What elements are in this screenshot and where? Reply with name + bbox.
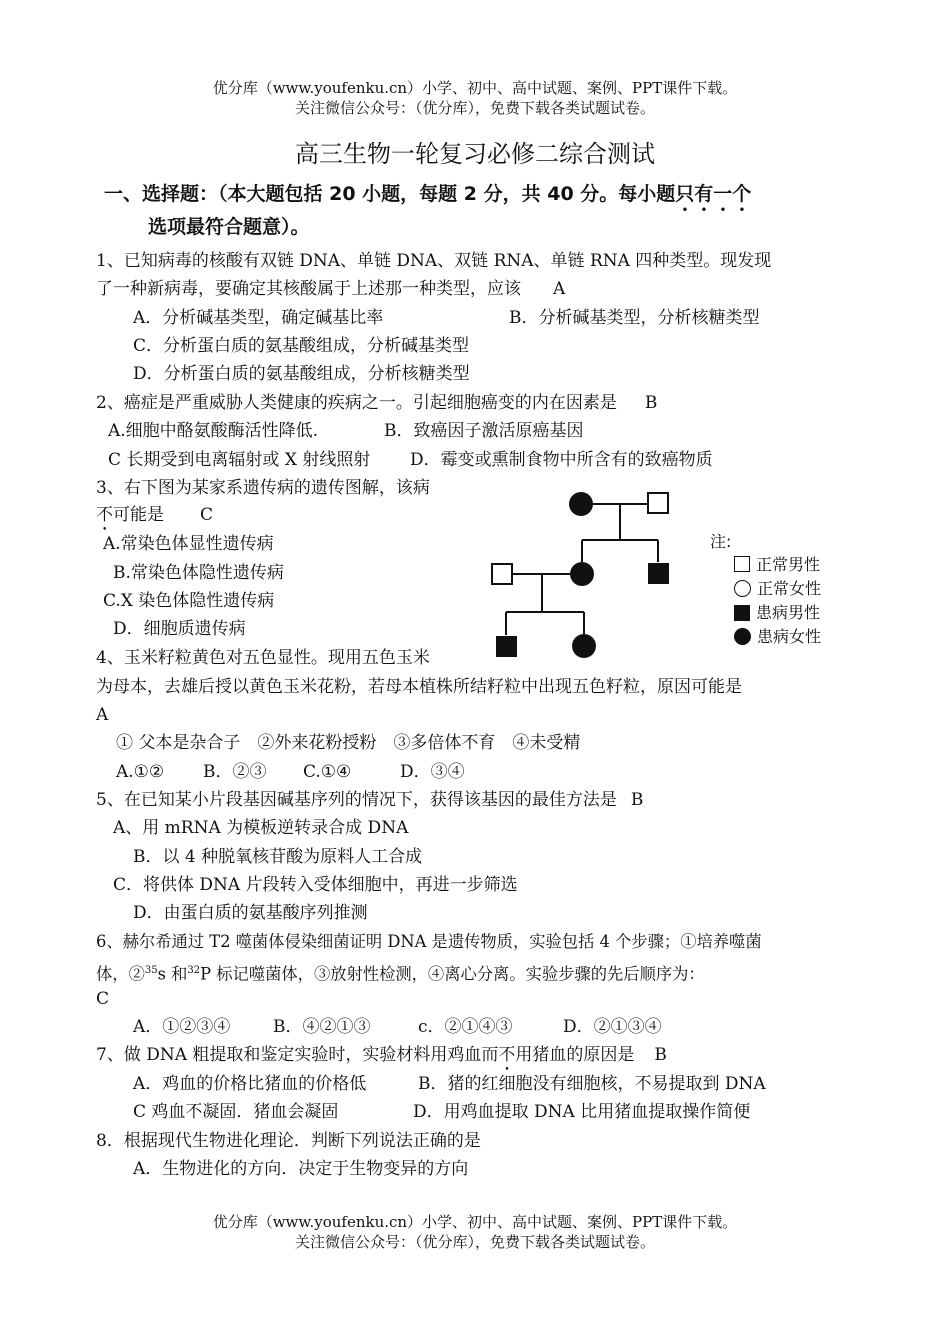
q6-stem-line-1: 6、赫尔希通过 T2 噬菌体侵染细菌证明 DNA 是遗传物质，实验包括 4 个步骤；①培养噬菌 <box>96 932 762 951</box>
q6-stem-text: 体，② <box>96 964 145 984</box>
pedigree-normal-male <box>492 564 512 584</box>
q1-stem-line-1: 1、已知病毒的核酸有双链 DNA、单链 DNA、双链 RNA、单链 RNA 四种类型。现发现 <box>96 251 772 271</box>
q6-option-b: B．④②①③ <box>273 1017 371 1037</box>
q1-answer: A <box>553 279 566 299</box>
circle-outline-icon <box>734 580 751 597</box>
q4-stem-line-1: 4、玉米籽粒黄色对五色显性。现用五色玉米 <box>96 648 430 668</box>
q1-stem-line-2 <box>96 278 565 300</box>
pedigree-affected-female <box>569 492 593 516</box>
q7-option-c: C 鸡血不凝固．猪血会凝固 <box>133 1102 339 1122</box>
legend-title: 注: <box>710 532 732 551</box>
q7-option-b: B．猪的红细胞没有细胞核，不易提取到 DNA <box>418 1074 766 1094</box>
page-title: 高三生物一轮复习必修二综合测试 <box>295 140 655 168</box>
circle-filled-icon <box>734 628 751 645</box>
q3-answer: C <box>200 505 214 525</box>
q1-option-b: B．分析碱基类型，分析核糖类型 <box>509 308 760 328</box>
footer-line-1: 优分库（www.youfenku.cn）小学、初中、高中试题、案例、PPT课件下载。 <box>212 1213 738 1231</box>
legend-normal-female <box>734 577 821 601</box>
q4-items: ① 父本是杂合子 ②外来花粉授粉 ③多倍体不育 ④未受精 <box>116 733 581 753</box>
legend-normal-female-label: 正常女性 <box>757 579 822 598</box>
q2-stem-text: 2、癌症是严重威胁人类健康的疾病之一。引起细胞癌变的内在因素是 <box>96 393 617 413</box>
pedigree-affected-female <box>572 634 596 658</box>
pedigree-affected-female <box>570 562 594 586</box>
q7-option-d: D．用鸡血提取 DNA 比用猪血提取操作简便 <box>413 1102 751 1122</box>
q3-stem-line-2 <box>96 504 213 535</box>
q3-option-d: D．细胞质遗传病 <box>113 619 246 639</box>
q3-option-c: C.X 染色体隐性遗传病 <box>103 591 275 611</box>
q2-stem <box>96 392 657 414</box>
emphasis-text: 不 <box>96 505 113 525</box>
legend-affected-female-label: 患病女性 <box>757 627 822 646</box>
header-line-1: 优分库（www.youfenku.cn）小学、初中、高中试题、案例、PPT课件下载。 <box>212 79 738 97</box>
q7-stem-text: 7、做 DNA 粗提取和鉴定实验时，实验材料用鸡血而 <box>96 1045 499 1065</box>
q6-option-c: c．②①④③ <box>418 1017 513 1037</box>
q5-option-d: D．由蛋白质的氨基酸序列推测 <box>133 903 368 923</box>
q7-stem-text: 用猪血的原因是 <box>515 1045 635 1065</box>
legend-normal-male <box>734 553 820 577</box>
q4-stem-line-2: 为母本，去雄后授以黄色玉米花粉，若母本植株所结籽粒中出现五色籽粒，原因可能是 <box>96 677 742 697</box>
legend-affected-female <box>734 625 821 649</box>
emphasis-text: 不 <box>498 1045 516 1065</box>
section-heading-line-2: 选项最符合题意）。 <box>148 216 310 238</box>
q1-option-c: C．分析蛋白质的氨基酸组成，分析碱基类型 <box>133 336 470 356</box>
q8-stem: 8．根据现代生物进化理论．判断下列说法正确的是 <box>96 1131 481 1151</box>
q5-option-c: C．将供体 DNA 片段转入受体细胞中，再进一步筛选 <box>113 875 518 895</box>
q1-option-d: D．分析蛋白质的氨基酸组成，分析核糖类型 <box>133 364 470 384</box>
q2-option-a: A.细胞中酪氨酸酶活性降低. <box>108 421 319 441</box>
q5-answer: B <box>630 790 644 810</box>
q5-stem-text: 5、在已知某小片段基因碱基序列的情况下，获得该基因的最佳方法是 <box>96 790 617 810</box>
q5-option-a: A、用 mRNA 为模板逆转录合成 DNA <box>113 818 409 838</box>
q2-option-c: C 长期受到电离辐射或 X 射线照射 <box>108 450 371 470</box>
q4-answer: A <box>96 705 109 725</box>
q7-option-a: A．鸡血的价格比猪血的价格低 <box>133 1074 367 1094</box>
legend-affected-male <box>734 601 820 625</box>
pedigree-normal-male <box>648 493 668 513</box>
q2-option-b: B．致癌因子激活原癌基因 <box>384 421 584 441</box>
footer-line-2: 关注微信公众号：（优分库），免费下载各类试题试卷。 <box>294 1233 655 1251</box>
q7-stem <box>96 1044 667 1075</box>
q8-option-a: A．生物进化的方向．决定于生物变异的方向 <box>133 1159 469 1179</box>
q4-option-a: A.①② <box>116 762 165 782</box>
q5-stem <box>96 789 643 811</box>
section-heading <box>104 181 751 216</box>
q2-answer: B <box>644 393 658 413</box>
q3-stem-line-1: 3、右下图为某家系遗传病的遗传图解，该病 <box>96 478 430 498</box>
header-line-2: 关注微信公众号：（优分库），免费下载各类试题试卷。 <box>294 99 655 117</box>
q4-option-d: D．③④ <box>400 762 465 782</box>
q2-option-d: D．霉变或熏制食物中所含有的致癌物质 <box>410 450 713 470</box>
pedigree-diagram <box>480 482 700 662</box>
q6-superscript-35: 35 <box>144 965 158 976</box>
q4-option-c: C.①④ <box>303 762 352 782</box>
q3-option-a: A.常染色体显性遗传病 <box>103 534 274 554</box>
q6-option-a: A．①②③④ <box>133 1017 231 1037</box>
q1-option-a: A．分析碱基类型，确定碱基比率 <box>133 308 384 328</box>
q6-superscript-32: 32 <box>187 965 201 976</box>
q1-stem-text: 了一种新病毒，要确定其核酸属于上述那一种类型，应该 <box>96 279 521 299</box>
q6-stem-text: P 标记噬菌体，③放射性检测，④离心分离。实验步骤的先后顺序为： <box>200 964 705 984</box>
legend-normal-male-label: 正常男性 <box>756 555 821 574</box>
legend-affected-male-label: 患病男性 <box>756 603 821 622</box>
q7-answer: B <box>654 1045 667 1065</box>
pedigree-affected-male <box>648 563 669 584</box>
square-outline-icon <box>734 556 750 572</box>
q3-option-b: B.常染色体隐性遗传病 <box>113 563 284 583</box>
q6-option-d: D．②①③④ <box>563 1017 662 1037</box>
q6-stem-line-2 <box>96 960 705 985</box>
q5-option-b: B．以 4 种脱氧核苷酸为原料人工合成 <box>133 847 423 867</box>
q6-stem-text: s 和 <box>157 964 188 984</box>
square-filled-icon <box>734 605 750 621</box>
section-heading-text: 一、选择题：（本大题包括 20 小题，每题 2 分，共 40 分。每小题 <box>104 183 676 205</box>
q3-stem-text: 可能是 <box>113 505 164 525</box>
q4-option-b: B．②③ <box>203 762 267 782</box>
pedigree-affected-male <box>496 636 517 657</box>
emphasis-text: 只有一个 <box>675 183 752 205</box>
q6-answer: C <box>96 989 110 1009</box>
